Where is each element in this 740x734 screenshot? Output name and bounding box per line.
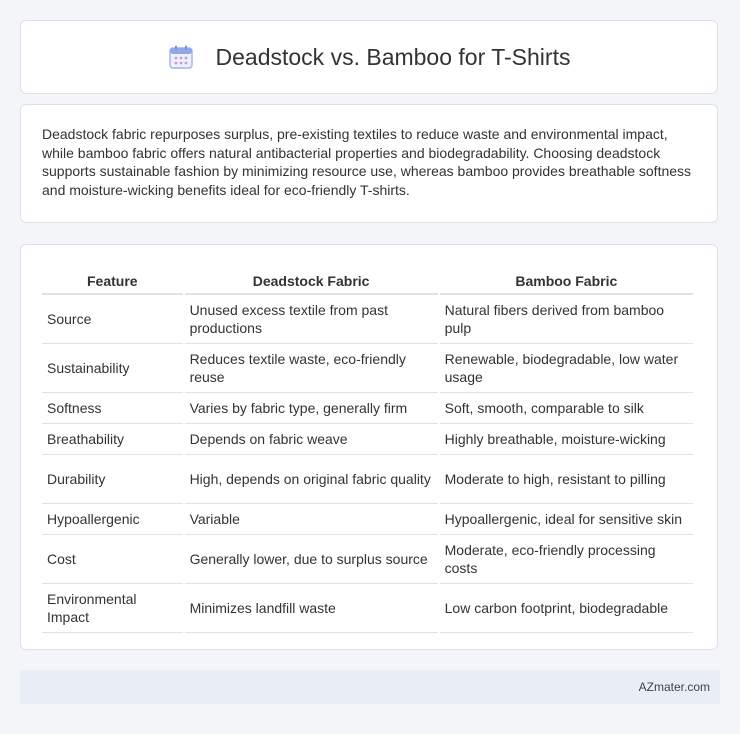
deadstock-cell: Depends on fabric weave [185,424,438,455]
feature-cell: Environmental Impact [42,584,183,633]
calendar-icon [168,44,194,70]
feature-cell: Cost [42,535,183,584]
bamboo-cell: Soft, smooth, comparable to silk [440,393,693,424]
deadstock-cell: Reduces textile waste, eco-friendly reuse [185,344,438,393]
feature-cell: Sustainability [42,344,183,393]
deadstock-cell: Unused excess textile from past productions [185,295,438,344]
bamboo-cell: Highly breathable, moisture-wicking [440,424,693,455]
bamboo-cell: Low carbon footprint, biodegradable [440,584,693,633]
table-row [42,535,693,584]
deadstock-cell: High, depends on original fabric quality [185,455,438,504]
page-title: Deadstock vs. Bamboo for T-Shirts [215,43,571,70]
table-row [42,393,693,424]
table-row [42,295,693,344]
intro-card [20,104,718,223]
comparison-table [40,265,695,633]
table-header-row [42,265,693,295]
feature-cell: Source [42,295,183,344]
footer-brand: AZmater.com [638,680,710,694]
feature-cell: Hypoallergenic [42,504,183,535]
feature-cell: Breathability [42,424,183,455]
header-bamboo: Bamboo Fabric [440,265,693,295]
table-row [42,344,693,393]
footer [20,670,720,704]
table-row [42,504,693,535]
bamboo-cell: Moderate to high, resistant to pilling [440,455,693,504]
bamboo-cell: Moderate, eco-friendly processing costs [440,535,693,584]
table-row [42,424,693,455]
intro-text: Deadstock fabric repurposes surplus, pre-existing textiles to reduce waste and environmental impact, while bamboo fabric offers natural antibacterial properties and biodegradability. Choosing deadstock supports sustainable fashion by minimizing resource use, whereas bamboo provides breathable softness and moisture-wicking benefits ideal for eco-friendly T-shirts. [42,126,692,198]
deadstock-cell: Minimizes landfill waste [185,584,438,633]
comparison-card [20,244,718,650]
bamboo-cell: Natural fibers derived from bamboo pulp [440,295,693,344]
deadstock-cell: Varies by fabric type, generally firm [185,393,438,424]
bamboo-cell: Renewable, biodegradable, low water usage [440,344,693,393]
header-feature: Feature [42,265,183,295]
feature-cell: Durability [42,455,183,504]
table-row [42,455,693,504]
deadstock-cell: Generally lower, due to surplus source [185,535,438,584]
feature-cell: Softness [42,393,183,424]
deadstock-cell: Variable [185,504,438,535]
bamboo-cell: Hypoallergenic, ideal for sensitive skin [440,504,693,535]
title-card [20,20,718,94]
table-row [42,584,693,633]
header-deadstock: Deadstock Fabric [185,265,438,295]
